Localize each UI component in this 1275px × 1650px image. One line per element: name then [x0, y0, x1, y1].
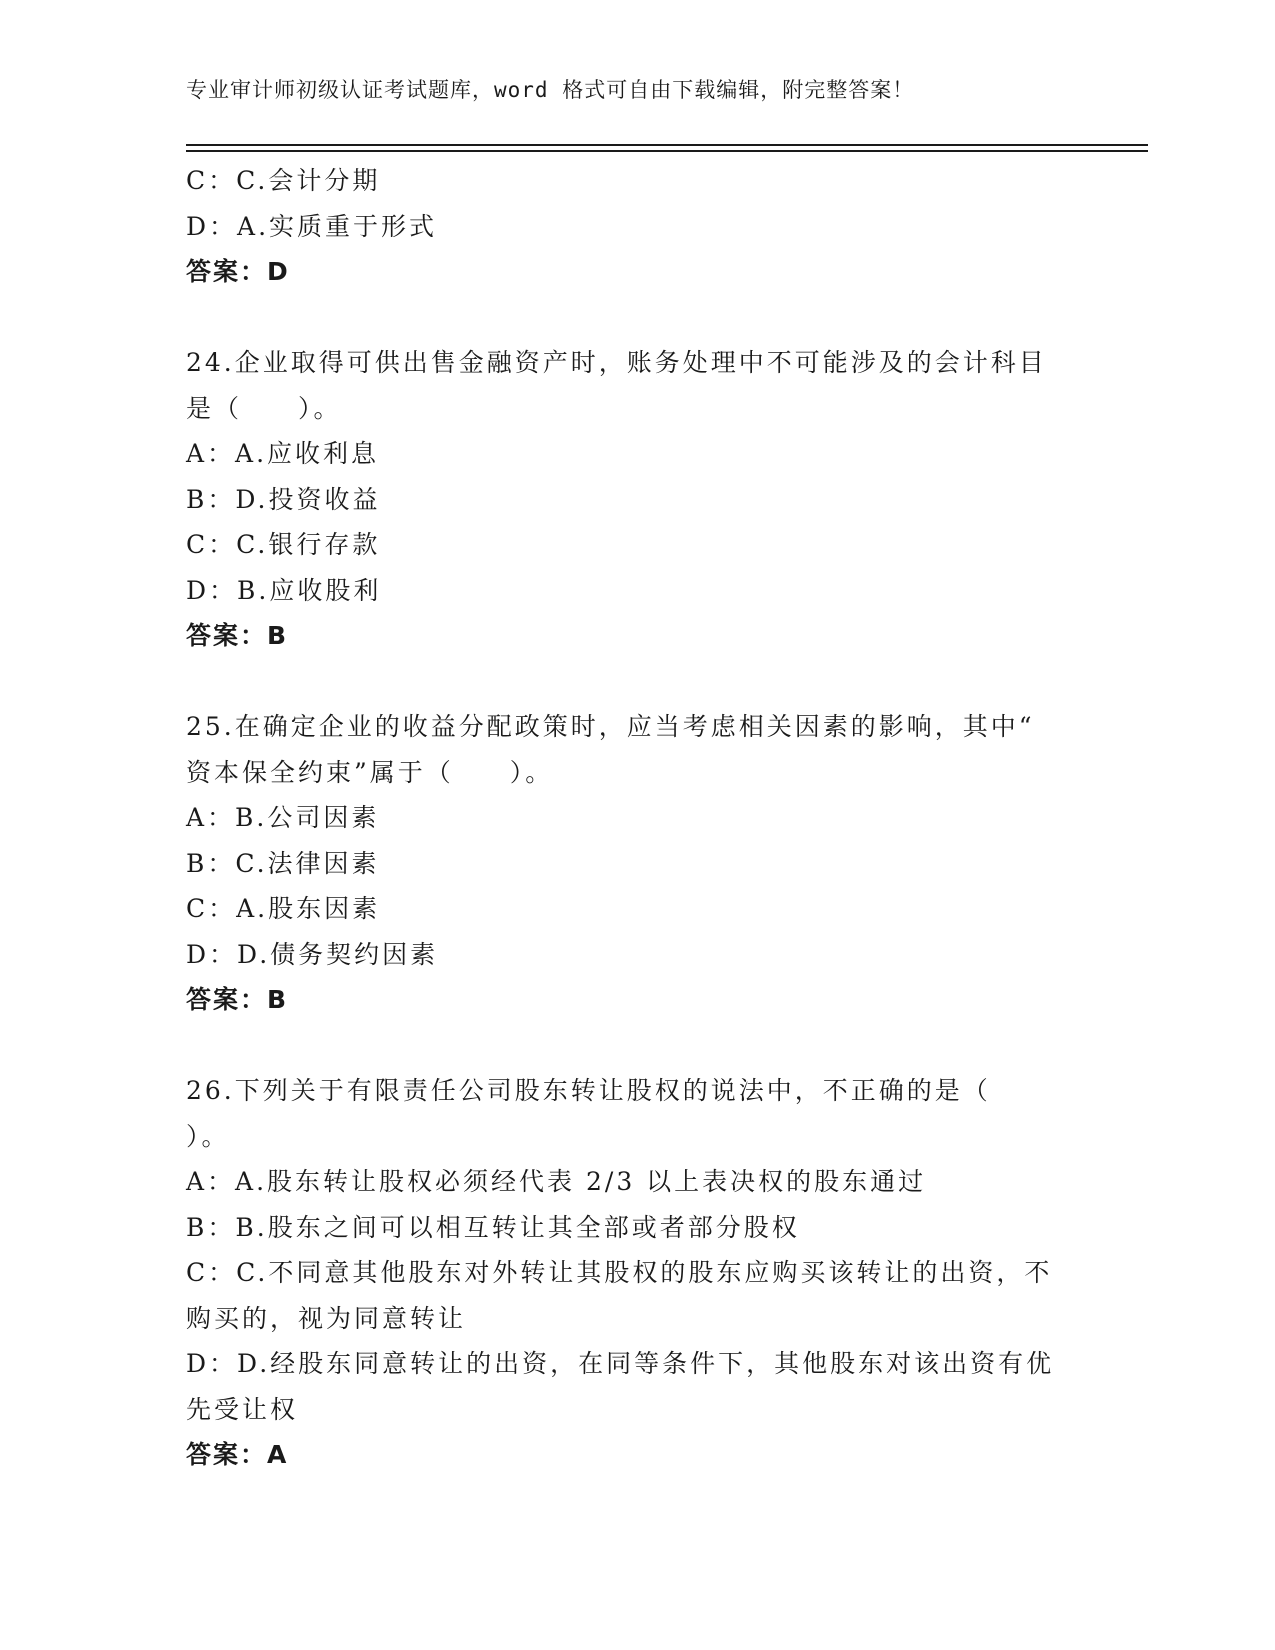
answer-line: 答案：D	[186, 257, 290, 286]
answer-line: 答案：B	[186, 985, 289, 1014]
question-stem-line: 是（ ）。	[186, 393, 342, 423]
spacer	[186, 659, 1066, 705]
spacer	[186, 295, 1066, 341]
option-a: A：A.应收利息	[186, 439, 380, 468]
option-c: C：C.不同意其他股东对外转让其股权的股东应购买该转让的出资，不	[186, 1258, 1053, 1287]
header-divider-top	[186, 144, 1148, 146]
option-d: D：A.实质重于形式	[186, 211, 438, 241]
option-a: A：A.股东转让股权必须经代表 2/3 以上表决权的股东通过	[186, 1167, 927, 1196]
header-divider-bottom	[186, 150, 1148, 152]
option-a: A：B.公司因素	[186, 803, 380, 832]
option-b: B：D.投资收益	[186, 484, 381, 514]
option-c: C：C.会计分期	[186, 166, 381, 195]
question-stem-line: ）。	[186, 1121, 230, 1151]
question-stem-line: 资本保全约束”属于（ ）。	[186, 757, 554, 787]
document-body	[186, 158, 1066, 1478]
option-d-continued: 先受让权	[186, 1394, 299, 1424]
document-header-title: 专业审计师初级认证考试题库，word 格式可自由下载编辑，附完整答案！	[186, 78, 915, 102]
option-c-continued: 购买的，视为同意转让	[186, 1303, 467, 1333]
question-stem-line: 25.在确定企业的收益分配政策时，应当考虑相关因素的影响，其中“	[186, 712, 1035, 741]
question-25	[186, 704, 1066, 1023]
option-d: D：D.经股东同意转让的出资，在同等条件下，其他股东对该出资有优	[186, 1349, 1055, 1378]
option-d: D：D.债务契约因素	[186, 939, 439, 969]
answer-line: 答案：A	[186, 1440, 289, 1469]
option-b: B：B.股东之间可以相互转让其全部或者部分股权	[186, 1212, 800, 1242]
spacer	[186, 1023, 1066, 1069]
question-stem-line: 24.企业取得可供出售金融资产时，账务处理中不可能涉及的会计科目	[186, 348, 1047, 377]
option-b: B：C.法律因素	[186, 848, 380, 878]
option-c: C：C.银行存款	[186, 530, 381, 559]
question-26	[186, 1068, 1066, 1478]
question-24	[186, 340, 1066, 659]
option-c: C：A.股东因素	[186, 894, 381, 923]
option-d: D：B.应收股利	[186, 575, 382, 605]
question-stem-line: 26.下列关于有限责任公司股东转让股权的说法中，不正确的是（	[186, 1076, 991, 1105]
answer-line: 答案：B	[186, 621, 289, 650]
question-23-continuation	[186, 158, 1066, 295]
